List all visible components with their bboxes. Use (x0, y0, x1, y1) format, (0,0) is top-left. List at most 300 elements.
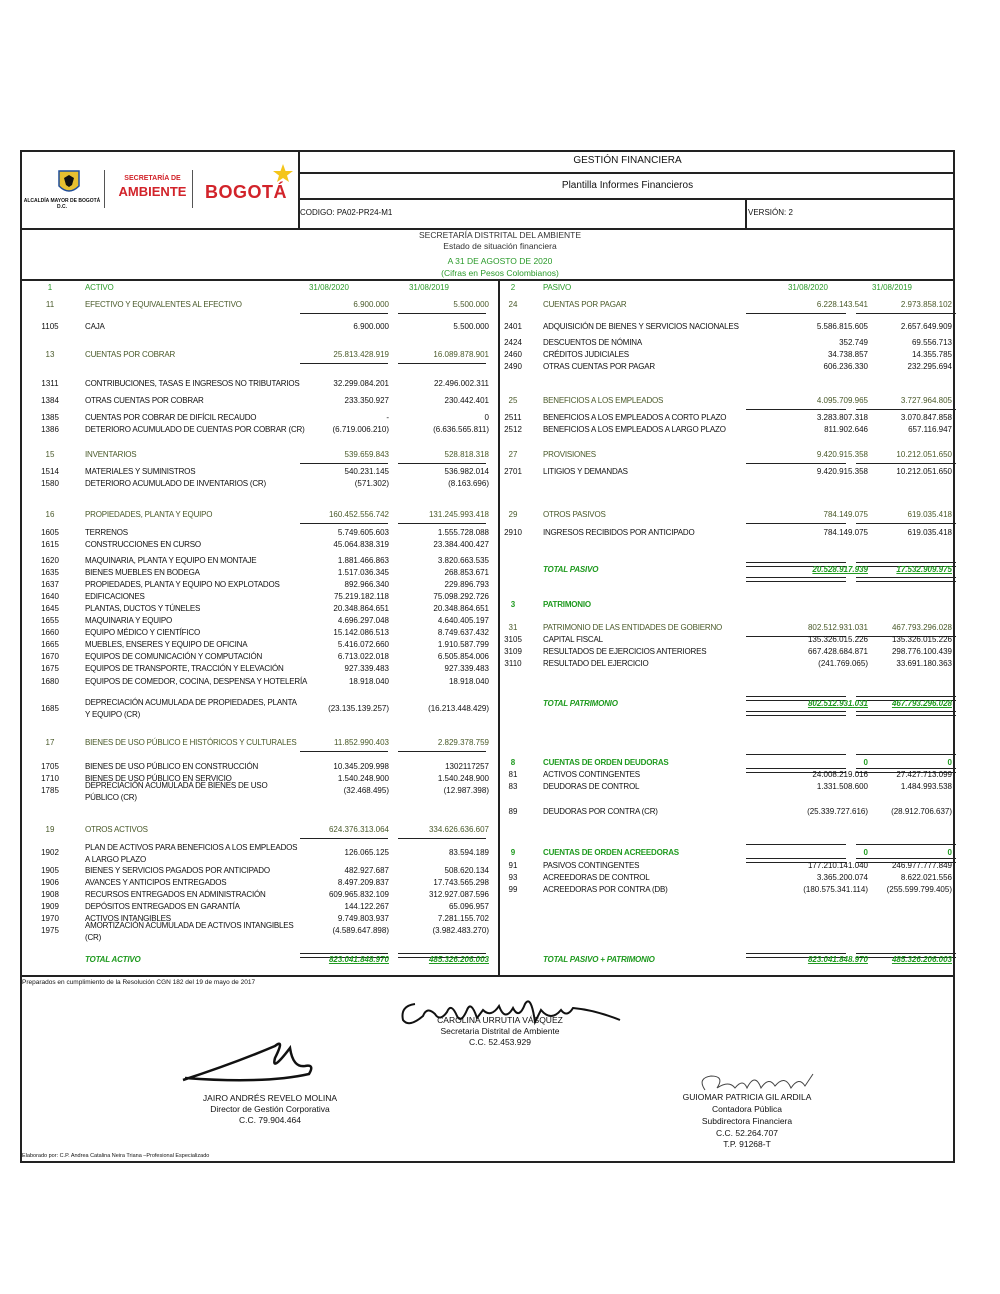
account-label: BIENES DE USO PÚBLICO E HISTÓRICOS Y CULTURALES (85, 738, 297, 747)
subtotal-underline (300, 523, 388, 524)
total-pasivo-label: TOTAL PASIVO (543, 565, 599, 574)
account-code: 2701 (504, 467, 522, 476)
account-code: 1680 (41, 677, 59, 686)
subtotal-underline (300, 363, 388, 364)
value-2020: (180.575.341.114) (803, 885, 868, 894)
header-line-1 (298, 172, 955, 174)
account-label: AMORTIZACIÓN ACUMULADA DE ACTIVOS INTANGIBLES (CR) (85, 921, 294, 942)
account-code: 1605 (41, 528, 59, 537)
section-code: 1 (47, 283, 53, 292)
prepared-by: Elaborado por: C.P. Andrea Catalina Neira Triana –Profesional Especializado (22, 1153, 210, 1159)
total-patrimonio-2019: 467.793.296.028 (891, 699, 952, 708)
account-label: ACTIVOS INTANGIBLES (85, 914, 171, 923)
value-2019: 1.484.993.538 (900, 782, 952, 791)
account-label: OTRAS CUENTAS POR COBRAR (85, 396, 204, 405)
logo-separator (104, 170, 105, 208)
value-2020: 1.517.036.345 (337, 568, 389, 577)
value-2019: 18.918.040 (448, 677, 489, 686)
value-2019: 8.622.021.556 (900, 873, 952, 882)
account-code: 2511 (504, 413, 522, 422)
section-code: 8 (510, 758, 516, 767)
value-2019: 3.070.847.858 (900, 413, 952, 422)
value-2019: 131.245.993.418 (428, 510, 489, 519)
subtotal-underline (856, 463, 956, 464)
subtotal-underline (856, 313, 956, 314)
signatory-3-role2: Subdirectora Financiera (701, 1116, 793, 1126)
subtotal-underline (398, 313, 486, 314)
value-2019: 536.982.014 (444, 467, 489, 476)
subtotal-underline (300, 751, 388, 752)
value-2020: 482.927.687 (344, 866, 389, 875)
account-label: MAQUINARIA, PLANTA Y EQUIPO EN MONTAJE (85, 556, 257, 565)
value-2020: 144.122.267 (344, 902, 389, 911)
account-code: 1906 (41, 878, 59, 887)
value-2020: 5.586.815.605 (816, 322, 868, 331)
overline (856, 754, 956, 755)
account-code: 29 (508, 510, 518, 519)
account-code: 1685 (41, 704, 59, 713)
account-code: 2460 (504, 350, 522, 359)
document-version: VERSIÓN: 2 (748, 208, 793, 217)
signatory-1-role: Secretaria Distrital de Ambiente (440, 1026, 560, 1036)
account-label: INVENTARIOS (85, 450, 137, 459)
account-label: EQUIPOS DE TRANSPORTE, TRACCIÓN Y ELEVACIÓN (85, 664, 284, 673)
account-label: PATRIMONIO DE LAS ENTIDADES DE GOBIERNO (543, 623, 723, 632)
header-line-2 (298, 198, 955, 200)
value-2020: 135.326.015.226 (807, 635, 868, 644)
document-code: CODIGO: PA02-PR24-M1 (300, 208, 393, 217)
value-2020: 4.095.709.965 (816, 396, 868, 405)
value-2020: - (386, 413, 389, 422)
value-2019: 2.829.378.759 (437, 738, 489, 747)
star-icon (272, 163, 294, 183)
account-label: EQUIPO MÉDICO Y CIENTÍFICO (85, 628, 200, 637)
value-2020: 802.512.931.031 (807, 623, 868, 632)
account-code: 17 (45, 738, 55, 747)
account-label: OTROS PASIVOS (543, 510, 606, 519)
account-code: 1909 (41, 902, 59, 911)
account-label: BENEFICIOS A LOS EMPLEADOS A LARGO PLAZO (543, 425, 726, 434)
value-2019: 10.212.051.650 (896, 450, 952, 459)
total-pasivo-2019: 17.532.909.975 (896, 565, 952, 574)
value-2020: 34.738.857 (827, 350, 868, 359)
total-activo-label: TOTAL ACTIVO (85, 955, 141, 964)
account-code: 1645 (41, 604, 59, 613)
value-2020: (4.589.647.898) (332, 926, 389, 935)
account-label: LITIGIOS Y DEMANDAS (543, 467, 628, 476)
account-label: BIENES Y SERVICIOS PAGADOS POR ANTICIPADO (85, 866, 270, 875)
value-2020: 9.420.915.358 (816, 467, 868, 476)
value-2020: 784.149.075 (823, 510, 868, 519)
account-code: 2512 (504, 425, 522, 434)
value-2020: (32.468.495) (343, 786, 389, 795)
total-underline (856, 577, 956, 582)
value-2020: 1.331.508.600 (816, 782, 868, 791)
subtotal-underline (746, 409, 846, 410)
account-code: 2401 (504, 322, 522, 331)
value-2019: 619.035.418 (907, 510, 952, 519)
subtotal-underline (398, 463, 486, 464)
value-2020: 811.902.646 (824, 425, 868, 434)
value-2019: 69.556.713 (911, 338, 952, 347)
account-label: MUEBLES, ENSERES Y EQUIPO DE OFICINA (85, 640, 248, 649)
account-label: BENEFICIOS A LOS EMPLEADOS (543, 396, 664, 405)
value-2020: 3.283.807.318 (816, 413, 868, 422)
value-2019: 312.927.087.596 (428, 890, 489, 899)
value-2019: 619.035.418 (907, 528, 952, 537)
section-label: CUENTAS DE ORDEN DEUDORAS (543, 758, 669, 767)
account-label: DEUDORAS DE CONTROL (543, 782, 640, 791)
account-code: 99 (508, 885, 518, 894)
value-2019: (12.987.398) (443, 786, 489, 795)
account-label: CUENTAS POR COBRAR DE DIFÍCIL RECAUDO (85, 413, 257, 422)
account-code: 1785 (41, 786, 59, 795)
total-pasivo-patrimonio-2019: 485.326.206.003 (891, 955, 952, 964)
value-2020: 10.345.209.998 (333, 762, 389, 771)
header-subtitle: Plantilla Informes Financieros (561, 180, 694, 191)
value-2019: 23.384.400.427 (433, 540, 489, 549)
account-code: 2424 (504, 338, 522, 347)
overline (746, 754, 846, 755)
value-2020: 892.966.340 (344, 580, 389, 589)
value-2020: 609.965.832.109 (328, 890, 389, 899)
value-2019: 1.910.587.799 (437, 640, 489, 649)
account-label: PLAN DE ACTIVOS PARA BENEFICIOS A LOS EMPLEADOS A LARGO PLAZO (85, 843, 298, 864)
account-code: 19 (45, 825, 55, 834)
account-label: CAJA (85, 322, 105, 331)
account-code: 15 (45, 450, 55, 459)
value-2019: 229.896.793 (444, 580, 489, 589)
account-label: EQUIPOS DE COMUNICACIÓN Y COMPUTACIÓN (85, 652, 263, 661)
value-2019: 7.281.155.702 (437, 914, 489, 923)
signatory-1-id: C.C. 52.453.929 (469, 1037, 531, 1047)
value-2019: 268.853.671 (444, 568, 489, 577)
value-2019: 2.657.649.909 (900, 322, 952, 331)
account-code: 27 (508, 450, 518, 459)
value-2020: (6.719.006.210) (332, 425, 389, 434)
account-label: OTROS ACTIVOS (85, 825, 148, 834)
value-2019: 246.977.777.849 (891, 861, 952, 870)
account-code: 1311 (41, 379, 59, 388)
value-2019: 334.626.636.607 (428, 825, 489, 834)
column-header-2019: 31/08/2019 (408, 283, 450, 292)
account-code: 81 (508, 770, 518, 779)
account-code: 1514 (41, 467, 59, 476)
section-code: 3 (510, 600, 516, 609)
value-2020: 539.659.843 (344, 450, 389, 459)
account-code: 3109 (504, 647, 522, 656)
coat-of-arms-icon (58, 170, 80, 196)
value-2019: (255.599.799.405) (886, 885, 952, 894)
subtotal-underline (856, 523, 956, 524)
value-2019: 17.743.565.298 (433, 878, 489, 887)
value-2020: 0 (863, 848, 868, 857)
value-2020: (23.135.139.257) (328, 704, 389, 713)
account-label: BIENES DE USO PÚBLICO EN CONSTRUCCIÓN (85, 762, 259, 771)
total-activo-2020: 823.041.848.970 (328, 955, 389, 964)
value-2019: 20.348.864.651 (433, 604, 489, 613)
logo-separator (192, 170, 193, 208)
account-code: 1905 (41, 866, 59, 875)
account-label: PROVISIONES (543, 450, 596, 459)
value-2020: 352.749 (839, 338, 868, 347)
table-bottom-line (20, 975, 955, 977)
account-label: BIENES MUEBLES EN BODEGA (85, 568, 200, 577)
account-code: 1705 (41, 762, 59, 771)
account-code: 1975 (41, 926, 59, 935)
total-pasivo-patrimonio-label: TOTAL PASIVO + PATRIMONIO (543, 955, 655, 964)
value-2020: 5.416.072.660 (337, 640, 389, 649)
value-2020: 233.350.927 (344, 396, 389, 405)
signatory-3-tp: T.P. 91268-T (723, 1139, 771, 1149)
value-2019: 65.096.957 (448, 902, 489, 911)
value-2020: 18.918.040 (348, 677, 389, 686)
column-header-2020: 31/08/2020 (308, 283, 350, 292)
account-code: 1655 (41, 616, 59, 625)
subtotal-underline (746, 313, 846, 314)
value-2020: 75.219.182.118 (333, 592, 389, 601)
value-2019: 2.973.858.102 (900, 300, 952, 309)
account-label: ACTIVOS CONTINGENTES (543, 770, 640, 779)
value-2019: (16.213.448.429) (428, 704, 489, 713)
value-2019: 5.500.000 (453, 300, 489, 309)
section-label: CUENTAS DE ORDEN ACREEDORAS (543, 848, 679, 857)
total-underline (856, 711, 956, 716)
account-label: EDIFICACIONES (85, 592, 145, 601)
total-pasivo-patrimonio-2020: 823.041.848.970 (807, 955, 868, 964)
value-2020: 25.813.428.919 (333, 350, 389, 359)
account-code: 1620 (41, 556, 59, 565)
account-code: 3105 (504, 635, 522, 644)
secretaria-logo-bottom: AMBIENTE (118, 184, 187, 199)
value-2019: 22.496.002.311 (433, 379, 489, 388)
account-code: 2490 (504, 362, 522, 371)
value-2020: 45.064.838.319 (333, 540, 389, 549)
value-2019: 232.295.694 (907, 362, 952, 371)
signatory-2-id: C.C. 79.904.464 (239, 1115, 301, 1125)
subtotal-underline (300, 838, 388, 839)
value-2019: 230.442.401 (444, 396, 489, 405)
account-code: 24 (508, 300, 518, 309)
value-2020: 32.299.084.201 (333, 379, 389, 388)
account-code: 1665 (41, 640, 59, 649)
account-label: DESCUENTOS DE NÓMINA (543, 338, 642, 347)
bogota-logo: BOGOTÁ (205, 182, 287, 202)
value-2020: 9.749.803.937 (337, 914, 389, 923)
total-underline (746, 577, 846, 582)
account-label: PROPIEDADES, PLANTA Y EQUIPO (85, 510, 213, 519)
account-label: CUENTAS POR COBRAR (85, 350, 176, 359)
account-label: DEPRECIACIÓN ACUMULADA DE BIENES DE USO PÚBLICO (CR) (85, 781, 268, 802)
value-2019: 14.355.785 (911, 350, 952, 359)
value-2019: 657.116.947 (908, 425, 952, 434)
report-date: A 31 DE AGOSTO DE 2020 (447, 256, 553, 266)
value-2020: 1.881.466.863 (337, 556, 389, 565)
section-label: PATRIMONIO (543, 600, 591, 609)
value-2020: 8.497.209.837 (337, 878, 389, 887)
column-header-2019: 31/08/2019 (871, 283, 913, 292)
total-underline (746, 711, 846, 716)
value-2020: 5.749.605.603 (337, 528, 389, 537)
value-2019: 5.500.000 (453, 322, 489, 331)
value-2019: 33.691.180.363 (896, 659, 952, 668)
value-2020: 126.065.125 (344, 848, 389, 857)
value-2020: 0 (863, 758, 868, 767)
account-label: CONSTRUCCIONES EN CURSO (85, 540, 201, 549)
section-label: PASIVO (543, 283, 571, 292)
account-code: 83 (508, 782, 518, 791)
account-code: 1908 (41, 890, 59, 899)
value-2020: (241.769.065) (818, 659, 868, 668)
account-label: OTRAS CUENTAS POR PAGAR (543, 362, 656, 371)
subtotal-underline (398, 523, 486, 524)
account-label: BIENES DE USO PÚBLICO EN SERVICIO (85, 774, 232, 783)
account-label: MAQUINARIA Y EQUIPO (85, 616, 173, 625)
subtotal-underline (746, 523, 846, 524)
account-code: 91 (508, 861, 518, 870)
section-code: 2 (510, 283, 516, 292)
value-2019: 135.326.015.226 (891, 635, 952, 644)
account-label: AVANCES Y ANTICIPOS ENTREGADOS (85, 878, 227, 887)
header-title: GESTIÓN FINANCIERA (573, 155, 682, 166)
account-label: MATERIALES Y SUMINISTROS (85, 467, 196, 476)
account-code: 11 (45, 300, 55, 309)
total-activo-2019: 485.326.206.003 (428, 955, 489, 964)
value-2019: 1302117257 (445, 762, 489, 771)
account-code: 1902 (41, 848, 59, 857)
signatory-1-name: CAROLINA URRUTIA VÁSQUEZ (437, 1015, 563, 1025)
value-2019: 0 (947, 848, 952, 857)
column-header-2020: 31/08/2020 (787, 283, 829, 292)
account-code: 1670 (41, 652, 59, 661)
value-2019: 6.505.854.006 (437, 652, 489, 661)
account-code: 1384 (41, 396, 59, 405)
overline (856, 844, 956, 845)
account-label: EQUIPOS DE COMEDOR, COCINA, DESPENSA Y HOTELERÍA (85, 677, 308, 686)
value-2020: 9.420.915.358 (816, 450, 868, 459)
value-2019: (3.982.483.270) (432, 926, 489, 935)
value-2019: (28.912.706.637) (891, 807, 952, 816)
account-code: 2910 (504, 528, 522, 537)
account-label: DEPÓSITOS ENTREGADOS EN GARANTÍA (85, 902, 240, 911)
account-label: ADQUISICIÓN DE BIENES Y SERVICIOS NACIONALES (543, 322, 739, 331)
value-2019: (8.163.696) (448, 479, 489, 488)
account-code: 1710 (41, 774, 59, 783)
value-2020: 177.210.141.040 (807, 861, 868, 870)
subtotal-underline (398, 838, 486, 839)
value-2019: 1.555.728.088 (437, 528, 489, 537)
value-2019: 508.620.134 (444, 866, 489, 875)
account-code: 1675 (41, 664, 59, 673)
value-2019: 8.749.637.432 (437, 628, 489, 637)
subtotal-underline (398, 363, 486, 364)
account-label: CUENTAS POR PAGAR (543, 300, 627, 309)
account-code: 1637 (41, 580, 59, 589)
account-code: 31 (508, 623, 518, 632)
account-code: 13 (45, 350, 55, 359)
account-label: DETERIORO ACUMULADO DE CUENTAS POR COBRAR (CR) (85, 425, 305, 434)
account-code: 1385 (41, 413, 59, 422)
subtotal-underline (746, 463, 846, 464)
account-label: DEUDORAS POR CONTRA (CR) (543, 807, 658, 816)
account-label: BENEFICIOS A LOS EMPLEADOS A CORTO PLAZO (543, 413, 727, 422)
value-2020: (25.339.727.616) (807, 807, 868, 816)
value-2019: 467.793.296.028 (891, 623, 952, 632)
account-label: EFECTIVO Y EQUIVALENTES AL EFECTIVO (85, 300, 242, 309)
subtotal-underline (300, 463, 388, 464)
value-2019: 1.540.248.900 (437, 774, 489, 783)
signatory-3-name: GUIOMAR PATRICIA GIL ARDILA (682, 1092, 812, 1102)
value-2019: 3.727.964.805 (900, 396, 952, 405)
account-label: PROPIEDADES, PLANTA Y EQUIPO NO EXPLOTADOS (85, 580, 280, 589)
signatory-2-role: Director de Gestión Corporativa (210, 1104, 330, 1114)
account-label: CRÉDITOS JUDICIALES (543, 350, 629, 359)
value-2020: 4.696.297.048 (337, 616, 389, 625)
account-code: 1580 (41, 479, 59, 488)
value-2020: 540.231.145 (344, 467, 389, 476)
account-label: TERRENOS (85, 528, 128, 537)
signature-jairo (175, 1018, 335, 1086)
total-patrimonio-2020: 802.512.931.031 (807, 699, 868, 708)
account-label: DEPRECIACIÓN ACUMULADA DE PROPIEDADES, PLANTA Y EQUIPO (CR) (85, 698, 297, 719)
value-2020: 24.008.219.016 (812, 770, 868, 779)
account-code: 1640 (41, 592, 59, 601)
account-label: DETERIORO ACUMULADO DE INVENTARIOS (CR) (85, 479, 266, 488)
subtotal-underline (300, 313, 388, 314)
report-entity: SECRETARÍA DISTRITAL DEL AMBIENTE (418, 230, 581, 240)
value-2020: 6.900.000 (353, 322, 389, 331)
value-2020: 784.149.075 (823, 528, 868, 537)
signatory-2-name: JAIRO ANDRÉS REVELO MOLINA (202, 1093, 338, 1103)
value-2019: (6.636.565.811) (433, 425, 489, 434)
value-2019: 27.427.713.099 (896, 770, 952, 779)
section-code: 9 (510, 848, 516, 857)
section-label: ACTIVO (85, 283, 114, 292)
account-code: 93 (508, 873, 518, 882)
report-currency: (Cifras en Pesos Colombianos) (441, 268, 559, 278)
value-2019: 4.640.405.197 (437, 616, 489, 625)
value-2020: 11.852.990.403 (333, 738, 389, 747)
account-label: RECURSOS ENTREGADOS EN ADMINISTRACIÓN (85, 890, 266, 899)
footer-note: Preparados en cumplimiento de la Resolución CGN 182 del 19 de mayo de 2017 (22, 979, 256, 986)
value-2020: 6.713.022.018 (337, 652, 389, 661)
account-label: ACREEDORAS POR CONTRA (DB) (543, 885, 668, 894)
header-divider-version (745, 198, 747, 229)
value-2020: 3.365.200.074 (816, 873, 868, 882)
subtotal-underline (856, 409, 956, 410)
value-2019: 298.776.100.439 (891, 647, 952, 656)
overline (746, 844, 846, 845)
value-2020: 20.348.864.651 (333, 604, 389, 613)
value-2020: 160.452.556.742 (328, 510, 389, 519)
value-2020: 927.339.483 (344, 664, 389, 673)
account-label: INGRESOS RECIBIDOS POR ANTICIPADO (543, 528, 695, 537)
value-2020: 6.228.143.541 (816, 300, 868, 309)
secretaria-logo-top: SECRETARÍA DE (124, 175, 181, 182)
value-2019: 528.818.318 (444, 450, 489, 459)
value-2019: 927.339.483 (444, 664, 489, 673)
account-label: RESULTADO DEL EJERCICIO (543, 659, 649, 668)
account-code: 1970 (41, 914, 59, 923)
account-code: 16 (45, 510, 55, 519)
account-label: PLANTAS, DUCTOS Y TÚNELES (85, 604, 201, 613)
value-2019: 83.594.189 (448, 848, 489, 857)
value-2020: 606.236.330 (823, 362, 868, 371)
account-code: 1386 (41, 425, 59, 434)
account-code: 89 (508, 807, 518, 816)
account-label: CONTRIBUCIONES, TASAS E INGRESOS NO TRIBUTARIOS (85, 379, 300, 388)
report-statement: Estado de situación financiera (443, 241, 557, 251)
